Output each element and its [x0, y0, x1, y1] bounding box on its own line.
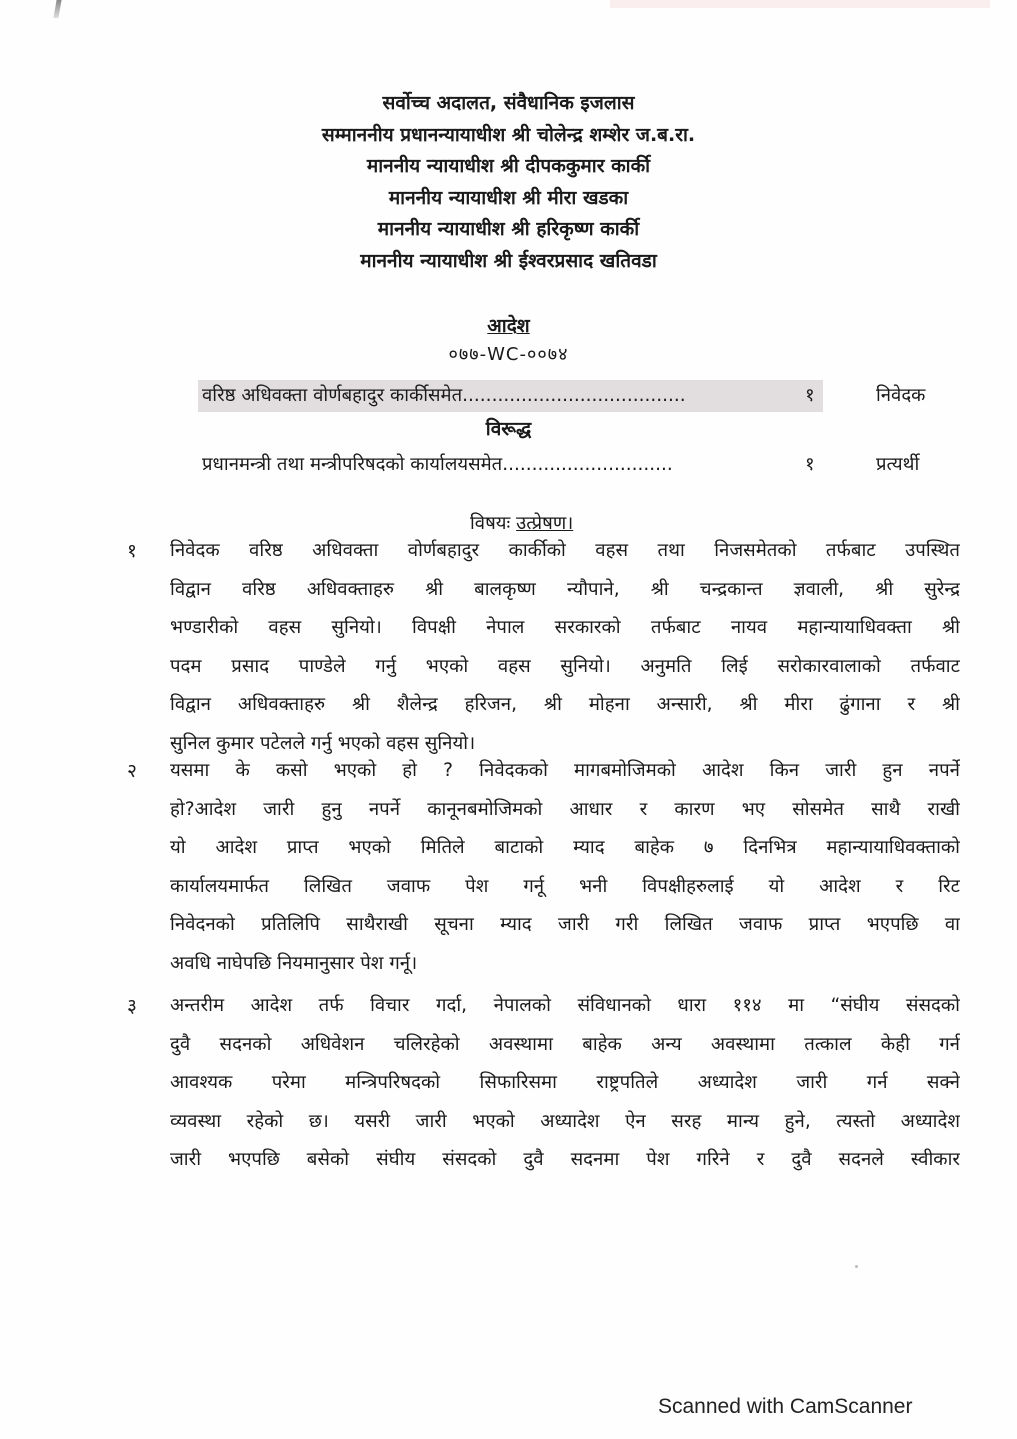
order-title: आदेश — [487, 315, 530, 337]
court-name: सर्वोच्च अदालत, संवैधानिक इजलास — [382, 92, 635, 114]
bench-justice: माननीय न्यायाधीश श्री मीरा खडका — [388, 186, 629, 209]
camscanner-watermark: Scanned with CamScanner — [658, 1395, 913, 1418]
paragraph-line: विद्वान अधिवक्ताहरु श्री शैलेन्द्र हरिजन, श्री मोहना अन्सारी, श्री मीरा ढुंगाना र श्री — [170, 694, 960, 716]
case-number: ०७७-WC-००७४ — [448, 344, 569, 365]
bench-justice: माननीय न्यायाधीश श्री हरिकृष्ण कार्की — [377, 218, 640, 240]
petitioner-row — [198, 379, 958, 413]
petitioner-role: निवेदक — [876, 385, 926, 406]
paragraph-line: अवधि नाघेपछि नियमानुसार पेश गर्नू। — [170, 953, 418, 974]
paragraph-number: २ — [127, 760, 137, 782]
petitioner-count: १ — [805, 385, 815, 406]
paragraph-line: कार्यालयमार्फत लिखित जवाफ पेश गर्नू भनी विपक्षीहरुलाई यो आदेश र रिट — [170, 875, 960, 897]
versus-label: विरूद्ध — [485, 418, 532, 440]
paragraph-line: सुनिल कुमार पटेलले गर्नु भएको वहस सुनियो। — [170, 733, 476, 754]
paragraph-line: जारी भएपछि बसेको संघीय संसदको दुवै सदनमा पेश गरिने र दुवै सदनले स्वीकार — [170, 1149, 960, 1171]
paragraph-line: व्यवस्था रहेको छ। यसरी जारी भएको अध्यादेश ऐन सरह मान्य हुने, त्यस्तो अध्यादेश — [170, 1110, 960, 1132]
paragraph-line: निवेदनको प्रतिलिपि साथैराखी सूचना म्याद जारी गरी लिखित जवाफ प्राप्त भएपछि वा — [170, 914, 960, 936]
subject-line — [470, 510, 573, 535]
paragraph-line: यसमा के कसो भएको हो ? निवेदकको मागबमोजिमको आदेश किन जारी हुन नपर्ने — [170, 760, 960, 781]
paragraph-line: भण्डारीको वहस सुनियो। विपक्षी नेपाल सरकारको तर्फबाट नायव महान्यायाधिवक्ता श्री — [170, 617, 960, 639]
bench-justice: माननीय न्यायाधीश श्री ईश्वरप्रसाद खतिवडा — [360, 249, 657, 272]
paragraph-line: निवेदक वरिष्ठ अधिवक्ता वोर्णबहादुर कार्कीको वहस तथा निजसमेतको तर्फबाट उपस्थित — [170, 540, 960, 561]
paragraph-line: दुवै सदनको अधिवेशन चलिरहेको अवस्थामा बाहेक अन्य अवस्थामा तत्काल केही गर्न — [170, 1033, 960, 1055]
court-header — [0, 88, 1017, 277]
page-edge-mark — [53, 0, 61, 18]
paragraph-line: यो आदेश प्राप्त भएको मितिले बाटाको म्याद बाहेक ७ दिनभित्र महान्यायाधिवक्ताको — [170, 837, 960, 859]
paragraph-line: पदम प्रसाद पाण्डेले गर्नु भएको वहस सुनियो। अनुमति लिई सरोकारवालाको तर्फवाट — [170, 655, 960, 677]
paragraph-line: विद्वान वरिष्ठ अधिवक्ताहरु श्री बालकृष्ण न्यौपाने, श्री चन्द्रकान्त ज्ञवाली, श्री सुरेन्द्र — [170, 578, 960, 600]
respondent-count: १ — [805, 454, 815, 475]
bench-justice: सम्माननीय प्रधानन्यायाधीश श्री चोलेन्द्र शम्शेर ज.ब.रा. — [321, 123, 696, 146]
paragraph-line: हो?आदेश जारी हुनु नपर्ने कानूनबमोजिमको आधार र कारण भए सोसमेत साथै राखी — [170, 798, 960, 820]
paragraph-number: ३ — [127, 995, 137, 1017]
scan-speck — [855, 1265, 858, 1268]
subject-label: विषयः — [470, 513, 511, 534]
subject-value: उत्प्रेषण। — [516, 513, 574, 534]
paragraph-number: १ — [127, 540, 137, 562]
respondent-name: प्रधानमन्त्री तथा मन्त्रीपरिषदको कार्यालयसमेत............................. — [202, 454, 673, 475]
respondent-row — [198, 448, 958, 482]
bench-justice: माननीय न्यायाधीश श्री दीपककुमार कार्की — [366, 155, 651, 177]
petitioner-name: वरिष्ठ अधिवक्ता वोर्णबहादुर कार्कीसमेत...................................... — [202, 385, 686, 406]
paragraph-line: आवश्यक परेमा मन्त्रिपरिषदको सिफारिसमा राष्ट्रपतिले अध्यादेश जारी गर्न सक्ने — [170, 1072, 960, 1094]
respondent-role: प्रत्यर्थी — [876, 454, 920, 475]
scan-smudge — [610, 0, 990, 8]
paragraph-line: अन्तरीम आदेश तर्फ विचार गर्दा, नेपालको संविधानको धारा ११४ मा “संघीय संसदको — [170, 995, 960, 1016]
